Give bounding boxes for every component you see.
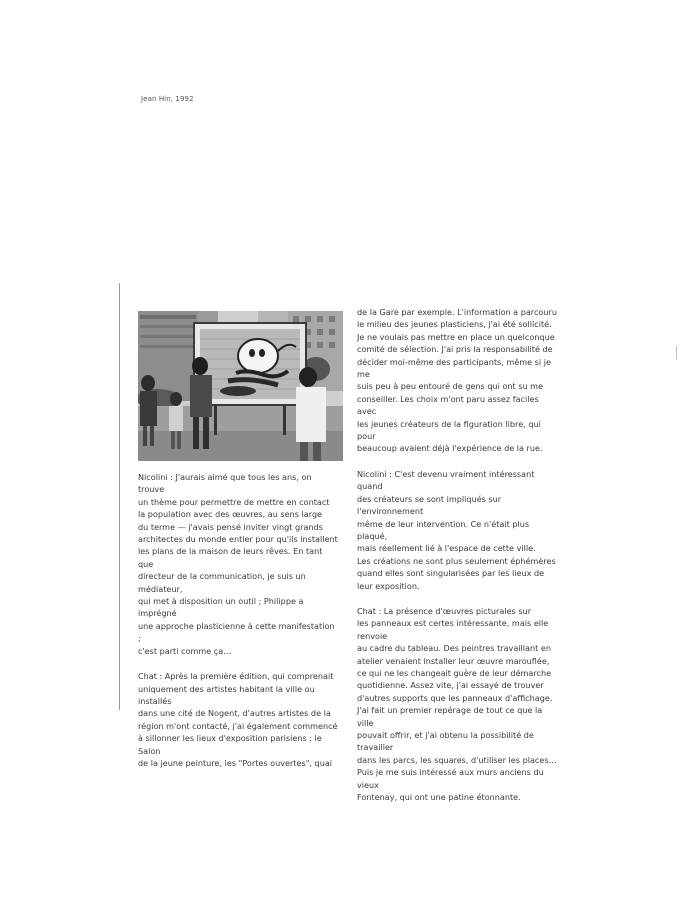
page-edge-mark bbox=[676, 346, 677, 360]
paragraph: de la Gare par exemple. L'information a parcouru le milieu des jeunes plasticiens, j'ai été sollicité. Je ne voulais pas mettre en place un quelconque comité de sélection. J'ai pris la responsabilité de décider moi-même des participants, même si je me suis peu à peu entouré de gens qui ont su me conseiller. Les choix m'ont paru assez faciles avec les jeunes créateurs de la figuration libre, qui pour beaucoup avaient déjà l'expérience de la rue. bbox=[357, 307, 557, 454]
left-text-column bbox=[138, 471, 338, 782]
paragraph: Chat : La présence d'œuvres picturales sur les panneaux est certes intéressante, mais elle renvoie au cadre du tableau. Des peintres travaillant en atelier venaient installer leur œuvre marouflée, ce qui ne les changeait guère de leur démarche quotidienne. Assez vite, j'ai essayé de trouver d'autres supports que les panneaux d'affichage. J'ai fait un premier repérage de tout ce que la ville pouvait offrir, et j'ai obtenu la possibilité de travailler dans les parcs, les squares, d'utiliser les places… Puis je me suis intéressé aux murs anciens du vieux Fontenay, qui ont une patine étonnante. bbox=[357, 605, 557, 803]
right-text-column bbox=[357, 306, 557, 816]
margin-rule bbox=[119, 283, 120, 710]
photo-credit-caption: Jean Hin, 1992 bbox=[141, 95, 194, 103]
paragraph: Nicolini : C'est devenu vraiment intéressant quand des créateurs se sont impliqués sur l'environnement même de leur intervention. Ce n'était plus plaqué, mais réellement lié à l'espace de cette ville. Les créations ne sont plus seulement éphémères quand elles sont singularisées par les lieux de leur exposition. bbox=[357, 468, 556, 591]
billboard-photo bbox=[138, 311, 343, 461]
paragraph: Nicolini : J'aurais aimé que tous les ans, on trouve un thème pour permettre de mettre en contact la population avec des œuvres, au sens large du terme — j'avais pensé inviter vingt grands architectes du monde entier pour qu'ils installent les plans de la maison de leurs rêves. En tant que directeur de la communication, je suis un médiateur, qui met à disposition un outil ; Philippe a imprégné une approche plasticienne à cette manifestation ; c'est parti comme ça… bbox=[138, 472, 338, 656]
paragraph: Chat : Après la première édition, qui comprenait uniquement des artistes habitant la ville ou installés dans une cité de Nogent, d'autres artistes de la région m'ont contacté, j'ai également commencé à sillonner les lieux d'exposition parisiens : le Salon de la jeune peinture, les "Portes ouvertes", quai bbox=[138, 671, 338, 768]
